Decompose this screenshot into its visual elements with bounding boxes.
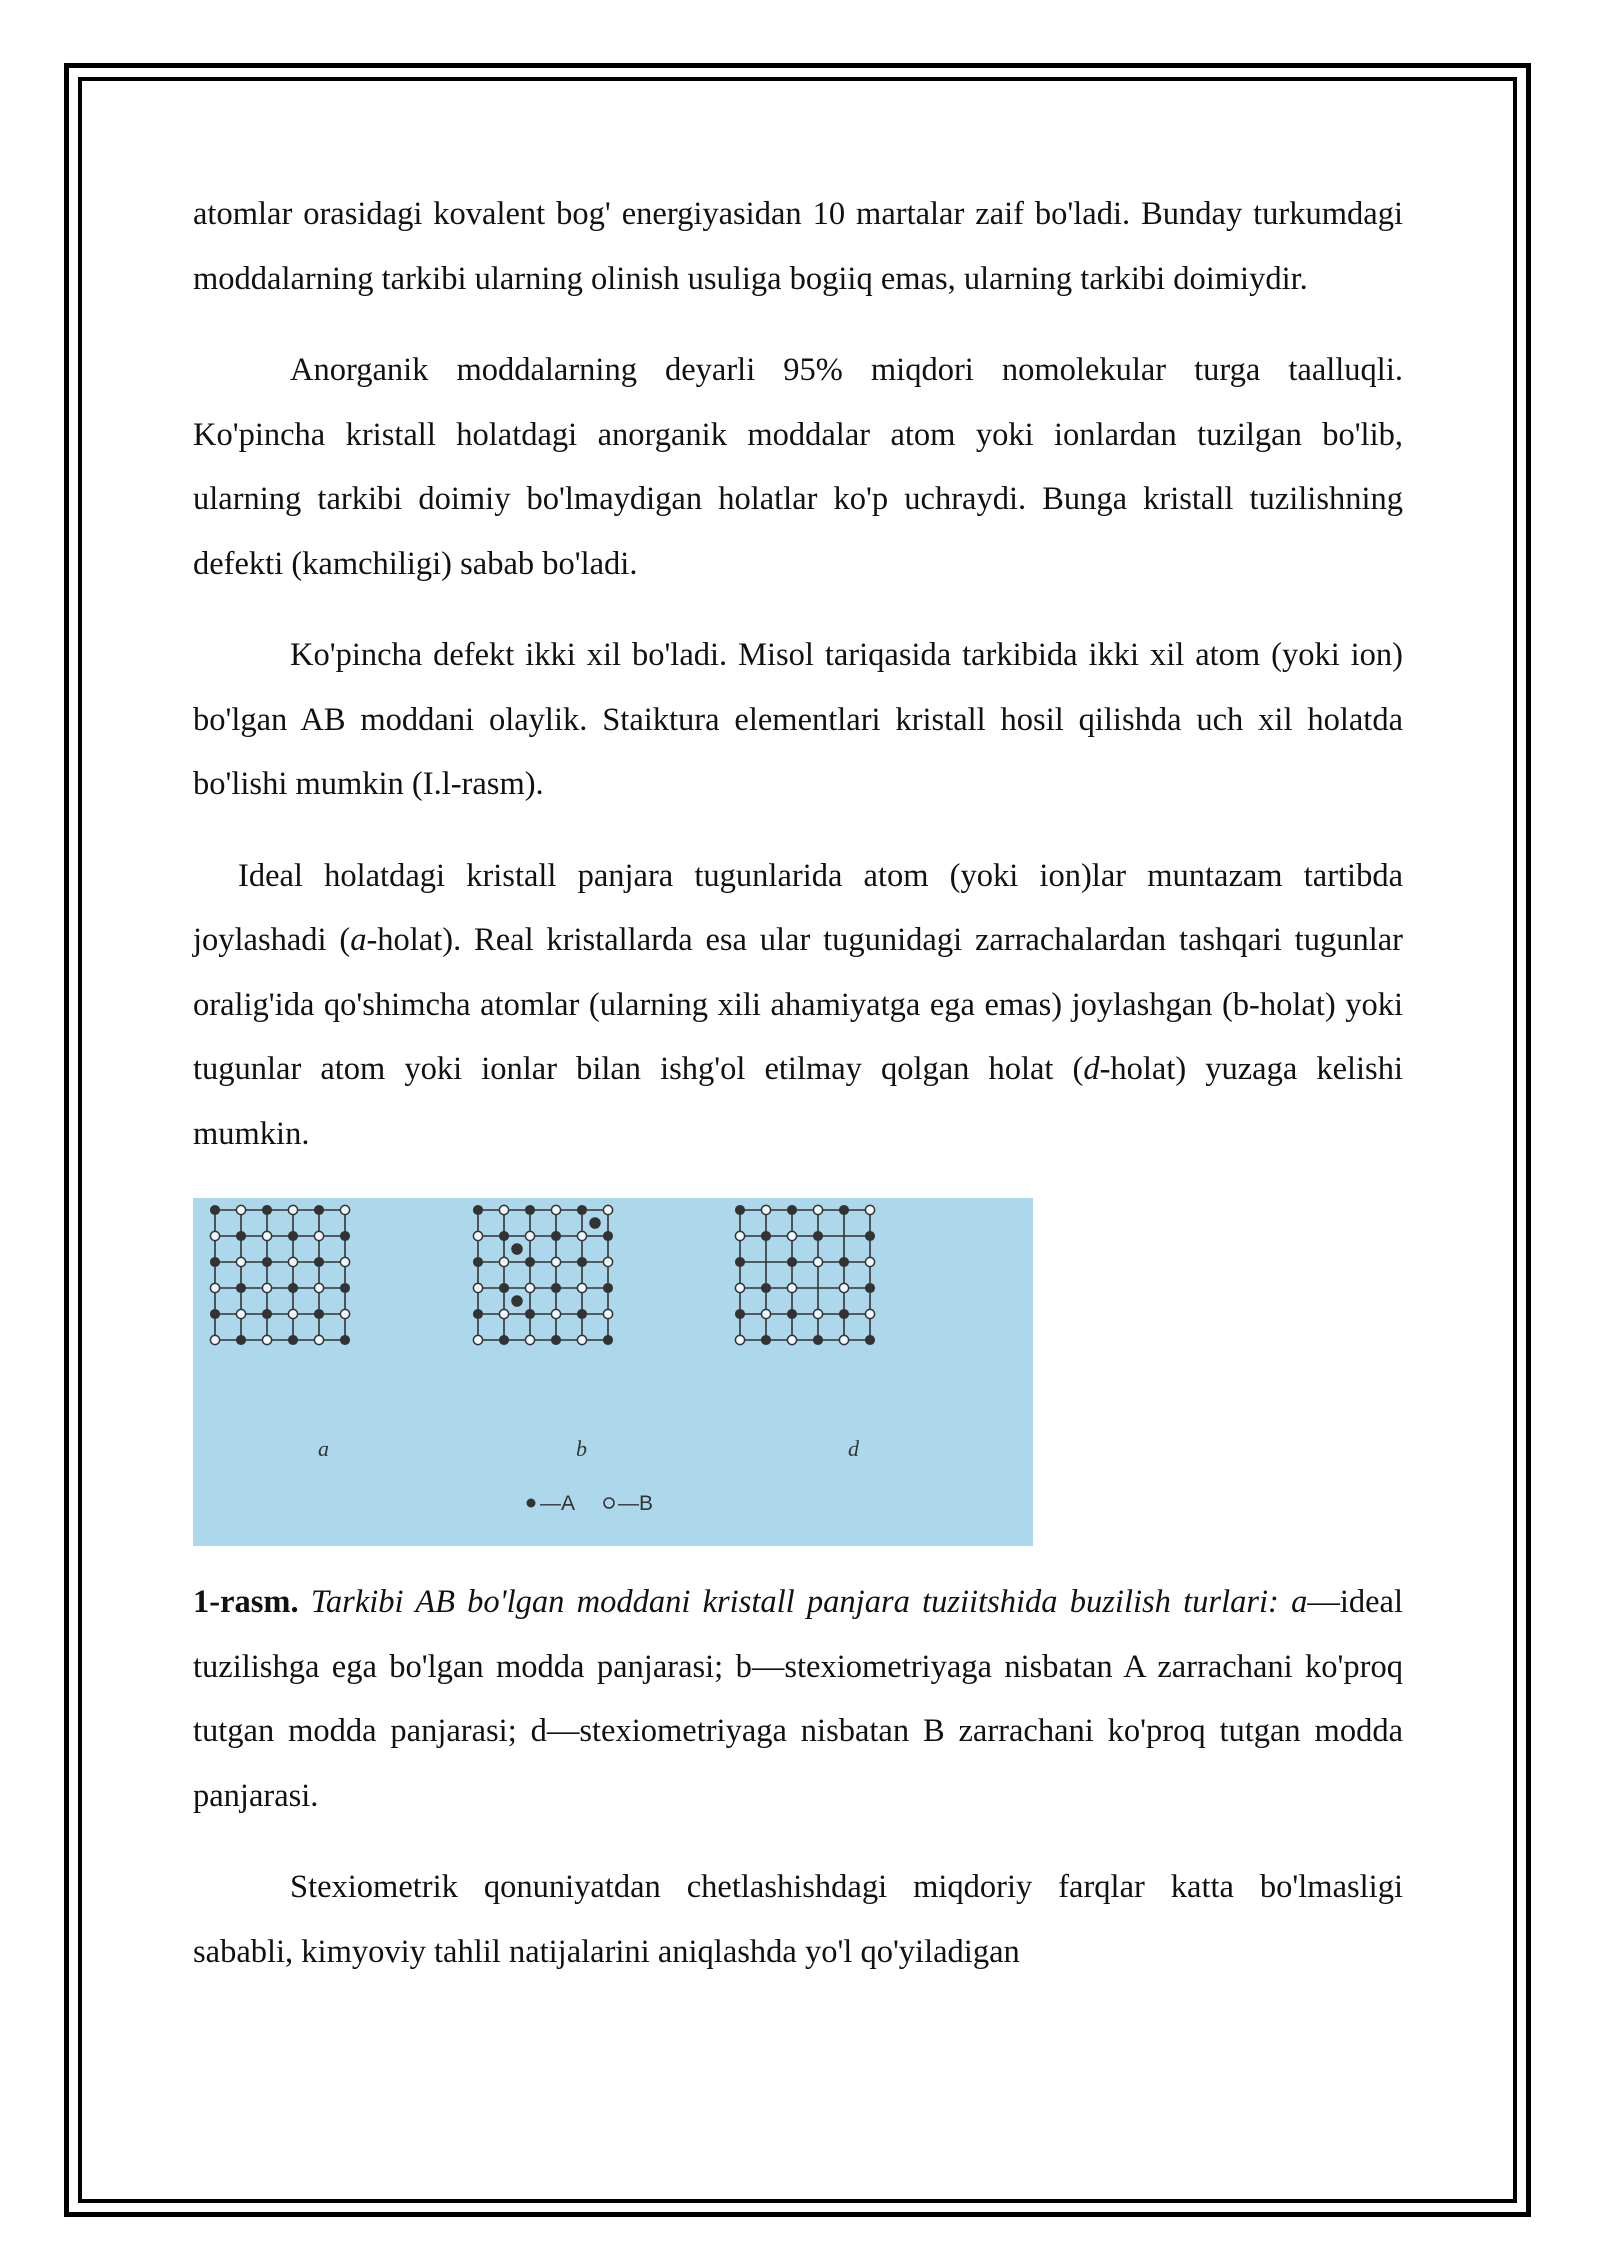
lattice-node-a <box>210 1231 219 1240</box>
lattice-node-d <box>866 1232 875 1241</box>
legend-label-b: —B <box>618 1492 654 1515</box>
interstitial-atom-b <box>512 1244 522 1254</box>
lattice-node-a <box>289 1232 298 1241</box>
paragraph-4-italic-d: d <box>1083 1051 1100 1087</box>
paragraph-5: Stexiometrik qonuniyatdan chetlashishdagi miqdoriy farqlar katta bo'lmasligi sababli, kimyoviy tahlil natijalarini aniqlashda yo'l qo'yiladigan <box>193 1869 1403 1970</box>
lattice-node-a <box>263 1258 272 1267</box>
lattice-node-d <box>840 1310 849 1319</box>
lattice-node-b <box>474 1206 483 1215</box>
lattice-node-b <box>551 1257 560 1266</box>
lattice-node-d <box>788 1206 797 1215</box>
lattice-node-b <box>552 1284 561 1293</box>
lattice-node-a <box>288 1205 297 1214</box>
caption-number: 1-rasm. <box>193 1584 299 1620</box>
lattice-node-b <box>552 1336 561 1345</box>
lattice-node-d <box>736 1310 745 1319</box>
lattice-node-a <box>263 1310 272 1319</box>
lattice-node-a <box>314 1231 323 1240</box>
lattice-node-a <box>237 1284 246 1293</box>
lattice-node-d <box>813 1205 822 1214</box>
figure-label-a: a <box>318 1436 329 1461</box>
lattice-node-b <box>526 1206 535 1215</box>
lattice-node-b <box>577 1231 586 1240</box>
lattice-node-a <box>236 1257 245 1266</box>
lattice-node-a <box>315 1258 324 1267</box>
lattice-node-d <box>736 1206 745 1215</box>
lattice-node-d <box>865 1205 874 1214</box>
lattice-node-a <box>341 1336 350 1345</box>
paragraph-4 <box>193 844 1403 1167</box>
lattice-node-a <box>314 1283 323 1292</box>
lattice-node-d <box>735 1231 744 1240</box>
lattice-node-a <box>340 1309 349 1318</box>
paragraph-2: Anorganik moddalarning deyarli 95% miqdori nomolekular turga taalluqli. Ko'pincha kristall holatdagi anorganik moddalar atom yoki ionlardan tuzilgan bo'lib, ularning tarkibi doimiy bo'lmaydigan holatlar ko'p uchraydi. Bunga kristall tuzilishning defekti (kamchiligi) sabab bo'ladi. <box>193 352 1403 582</box>
lattice-node-a <box>211 1206 220 1215</box>
crystal-lattice-figure <box>193 1198 1033 1546</box>
lattice-node-a <box>315 1310 324 1319</box>
lattice-node-b <box>499 1309 508 1318</box>
lattice-node-d <box>735 1335 744 1344</box>
lattice-node-d <box>866 1336 875 1345</box>
lattice-node-d <box>865 1257 874 1266</box>
paragraph-4-part-2: -holat). Real kristallarda esa ular tugunidagi zarrachalardan tashqari tugunlar oralig'ida qo'shimcha atomlar (ularning xili ahamiyatga ega emas) joylashgan (b-holat) yoki tugunlar atom yoki ionlar bilan ishg'ol etilmay qolgan holat ( <box>193 922 1403 1087</box>
lattice-node-d <box>839 1335 848 1344</box>
lattice-node-b <box>603 1205 612 1214</box>
legend-label-a: —A <box>540 1492 576 1515</box>
lattice-node-a <box>236 1205 245 1214</box>
lattice-node-d <box>761 1309 770 1318</box>
lattice-node-a <box>236 1309 245 1318</box>
lattice-node-b <box>604 1336 613 1345</box>
lattice-node-a <box>262 1231 271 1240</box>
interstitial-atom-b <box>512 1296 522 1306</box>
lattice-node-b <box>473 1231 482 1240</box>
lattice-node-a <box>237 1336 246 1345</box>
lattice-node-d <box>840 1206 849 1215</box>
lattice-node-a <box>314 1335 323 1344</box>
lattice-node-b <box>578 1206 587 1215</box>
lattice-node-b <box>525 1231 534 1240</box>
caption-rest: —ideal tuzilishga ega bo'lgan modda panjarasi; b—stexiometriyaga nisbatan A zarrachani ko'proq tutgan modda panjarasi; d—stexiometriyaga nisbatan B zarrachani ko'proq tutgan modda panjarasi. <box>193 1584 1404 1814</box>
paragraph-1: atomlar orasidagi kovalent bog' energiyasidan 10 martalar zaif bo'ladi. Bunday turkumdagi moddalarning tarkibi ularning olinish usuliga bogiiq emas, ularning tarkibi doimiydir. <box>193 196 1403 297</box>
lattice-node-d <box>788 1258 797 1267</box>
crystal-lattice-diagram <box>193 1198 1033 1546</box>
lattice-node-b <box>473 1283 482 1292</box>
lattice-node-d <box>865 1309 874 1318</box>
legend-open-dot-icon <box>604 1498 614 1508</box>
lattice-node-d <box>735 1283 744 1292</box>
lattice-node-a <box>210 1283 219 1292</box>
lattice-node-b <box>552 1232 561 1241</box>
figure-label-d: d <box>848 1436 859 1461</box>
lattice-node-d <box>814 1336 823 1345</box>
lattice-node-a <box>341 1232 350 1241</box>
lattice-node-a <box>315 1206 324 1215</box>
lattice-node-a <box>211 1310 220 1319</box>
lattice-node-a <box>340 1257 349 1266</box>
lattice-node-a <box>263 1206 272 1215</box>
lattice-node-a <box>288 1257 297 1266</box>
lattice-node-d <box>762 1336 771 1345</box>
lattice-node-d <box>787 1283 796 1292</box>
paragraph-3: Ko'pincha defekt ikki xil bo'ladi. Misol tariqasida tarkibida ikki xil atom (yoki ion) bo'lgan AB moddani olaylik. Staiktura elementlari kristall hosil qilishda uch xil holatda bo'lishi mumkin (I.l-rasm). <box>193 637 1403 802</box>
lattice-node-b <box>474 1310 483 1319</box>
paragraph-4-part-1: Ideal holatdagi kristall panjara tugunlarida atom (yoki ion)lar muntazam tartibda joylashadi ( <box>193 857 1403 958</box>
legend-filled-dot-icon <box>527 1499 536 1508</box>
lattice-node-b <box>525 1283 534 1292</box>
lattice-node-b <box>500 1336 509 1345</box>
lattice-node-b <box>604 1284 613 1293</box>
interstitial-atom-b <box>590 1218 600 1228</box>
lattice-node-b <box>500 1232 509 1241</box>
lattice-node-a <box>289 1284 298 1293</box>
lattice-node-b <box>578 1258 587 1267</box>
lattice-node-a <box>262 1335 271 1344</box>
lattice-node-a <box>262 1283 271 1292</box>
figure-label-b: b <box>576 1436 587 1461</box>
lattice-node-d <box>762 1284 771 1293</box>
page-content <box>193 182 1403 1984</box>
lattice-node-b <box>500 1284 509 1293</box>
lattice-node-d <box>813 1309 822 1318</box>
lattice-node-d <box>762 1232 771 1241</box>
lattice-node-b <box>604 1232 613 1241</box>
lattice-node-b <box>577 1283 586 1292</box>
lattice-node-b <box>526 1258 535 1267</box>
lattice-node-d <box>787 1231 796 1240</box>
caption-italic: Tarkibi AB bo'lgan moddani kristall panjara tuziitshida buzilish turlari: a <box>310 1584 1308 1620</box>
figure-caption <box>193 1570 1403 1828</box>
lattice-node-b <box>525 1335 534 1344</box>
lattice-node-a <box>210 1335 219 1344</box>
lattice-node-a <box>288 1309 297 1318</box>
lattice-node-a <box>289 1336 298 1345</box>
lattice-node-b <box>499 1257 508 1266</box>
lattice-node-a <box>341 1284 350 1293</box>
lattice-node-d <box>866 1284 875 1293</box>
lattice-node-b <box>577 1335 586 1344</box>
lattice-node-d <box>839 1283 848 1292</box>
lattice-node-b <box>473 1335 482 1344</box>
lattice-node-d <box>840 1258 849 1267</box>
lattice-node-d <box>761 1205 770 1214</box>
lattice-node-d <box>787 1335 796 1344</box>
lattice-node-b <box>603 1309 612 1318</box>
lattice-node-b <box>551 1205 560 1214</box>
lattice-node-b <box>603 1257 612 1266</box>
lattice-node-d <box>813 1257 822 1266</box>
paragraph-4-italic-a: a <box>350 922 367 958</box>
lattice-node-b <box>499 1205 508 1214</box>
lattice-node-d <box>788 1310 797 1319</box>
lattice-node-b <box>551 1309 560 1318</box>
paragraph-4-part-3: -holat) yuzaga kelishi mumkin. <box>193 1051 1403 1152</box>
lattice-node-d <box>814 1232 823 1241</box>
lattice-node-a <box>211 1258 220 1267</box>
lattice-node-b <box>578 1310 587 1319</box>
lattice-node-d <box>736 1258 745 1267</box>
lattice-node-b <box>526 1310 535 1319</box>
lattice-node-a <box>340 1205 349 1214</box>
lattice-node-a <box>237 1232 246 1241</box>
lattice-node-b <box>474 1258 483 1267</box>
